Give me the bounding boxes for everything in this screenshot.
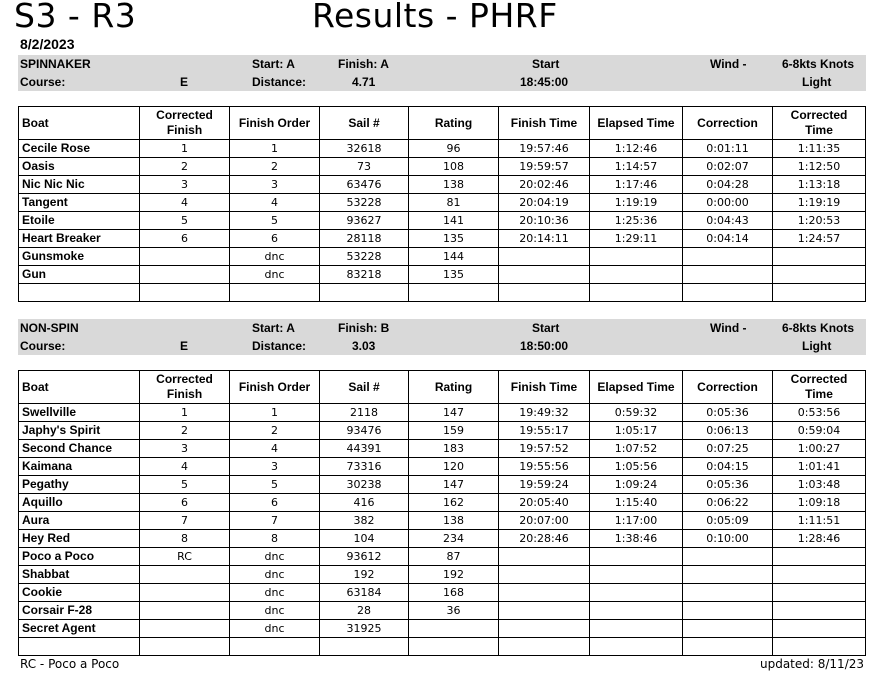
col-correction: Correction	[683, 371, 773, 404]
boat-name-cell: Swellville	[19, 404, 140, 422]
col-finish-order: Finish Order	[230, 371, 320, 404]
boat-name-cell: Corsair F-28	[19, 602, 140, 620]
finish-order-cell: dnc	[230, 620, 320, 638]
boat-name-cell	[19, 284, 140, 302]
footer-updated: updated: 8/11/23	[759, 657, 864, 671]
sail-number-cell: 192	[320, 566, 409, 584]
table-row	[19, 476, 866, 494]
finish-order-cell: 4	[230, 194, 320, 212]
col-corrected-time: Corrected Time	[773, 107, 866, 140]
boat-name-cell	[19, 638, 140, 656]
boat-name-cell: Nic Nic Nic	[19, 176, 140, 194]
rating-cell: 96	[409, 140, 499, 158]
col-rating: Rating	[409, 107, 499, 140]
corrected-time-cell: 1:24:57	[773, 230, 866, 248]
rating-cell: 147	[409, 404, 499, 422]
corrected-finish-cell: RC	[140, 548, 230, 566]
table-header-row	[19, 371, 866, 404]
table-row	[19, 212, 866, 230]
rating-cell: 162	[409, 494, 499, 512]
table-row	[19, 158, 866, 176]
rating-cell: 138	[409, 176, 499, 194]
race-date: 8/2/2023	[20, 36, 75, 52]
boat-name-cell: Tangent	[19, 194, 140, 212]
elapsed-time-cell: 1:07:52	[590, 440, 683, 458]
finish-time-cell: 20:28:46	[499, 530, 590, 548]
corrected-finish-cell: 6	[140, 230, 230, 248]
corrected-time-cell: 1:13:18	[773, 176, 866, 194]
rating-cell	[409, 620, 499, 638]
corrected-finish-cell	[140, 284, 230, 302]
rating-cell: 81	[409, 194, 499, 212]
boat-name-cell: Poco a Poco	[19, 548, 140, 566]
corrected-time-cell: 1:09:18	[773, 494, 866, 512]
corrected-time-cell	[773, 248, 866, 266]
col-boat: Boat	[19, 371, 140, 404]
elapsed-time-cell	[590, 602, 683, 620]
finish-order-cell: 6	[230, 230, 320, 248]
elapsed-time-cell: 1:38:46	[590, 530, 683, 548]
elapsed-time-cell	[590, 620, 683, 638]
boat-name-cell: Second Chance	[19, 440, 140, 458]
table-row	[19, 548, 866, 566]
elapsed-time-cell: 1:25:36	[590, 212, 683, 230]
col-finish-time: Finish Time	[499, 107, 590, 140]
col-sail: Sail #	[320, 107, 409, 140]
finish-time-cell: 20:04:19	[499, 194, 590, 212]
finish-order-cell: 7	[230, 512, 320, 530]
finish-order-cell: dnc	[230, 266, 320, 284]
finish-order-cell: 5	[230, 476, 320, 494]
table-row	[19, 512, 866, 530]
elapsed-time-cell	[590, 248, 683, 266]
start-heading: Start	[532, 57, 560, 71]
finish-order-cell: dnc	[230, 566, 320, 584]
boat-name-cell: Heart Breaker	[19, 230, 140, 248]
sail-number-cell: 31925	[320, 620, 409, 638]
correction-cell	[683, 548, 773, 566]
corrected-finish-cell: 1	[140, 140, 230, 158]
corrected-time-cell: 1:11:51	[773, 512, 866, 530]
col-rating: Rating	[409, 371, 499, 404]
correction-cell: 0:04:15	[683, 458, 773, 476]
corrected-time-cell: 1:01:41	[773, 458, 866, 476]
correction-cell	[683, 602, 773, 620]
correction-cell	[683, 620, 773, 638]
corrected-time-cell	[773, 266, 866, 284]
boat-name-cell: Pegathy	[19, 476, 140, 494]
finish-time-cell	[499, 548, 590, 566]
col-boat: Boat	[19, 107, 140, 140]
finish-order-cell: 2	[230, 422, 320, 440]
boat-name-cell: Secret Agent	[19, 620, 140, 638]
rating-cell: 159	[409, 422, 499, 440]
distance-label: Distance:	[252, 339, 307, 353]
finish-order-cell: dnc	[230, 584, 320, 602]
correction-cell	[683, 584, 773, 602]
corrected-time-cell	[773, 638, 866, 656]
finish-time-cell: 20:10:36	[499, 212, 590, 230]
finish-time-cell	[499, 284, 590, 302]
correction-cell: 0:07:25	[683, 440, 773, 458]
boat-name-cell: Kaimana	[19, 458, 140, 476]
elapsed-time-cell: 1:19:19	[590, 194, 683, 212]
footer-note: RC - Poco a Poco	[20, 657, 120, 671]
corrected-finish-cell: 6	[140, 494, 230, 512]
sail-number-cell: 53228	[320, 194, 409, 212]
col-elapsed-time: Elapsed Time	[590, 107, 683, 140]
correction-cell	[683, 284, 773, 302]
nonspin-info-bar	[18, 319, 866, 355]
col-corrected-time: Corrected Time	[773, 371, 866, 404]
corrected-finish-cell	[140, 266, 230, 284]
finish-order-cell: 1	[230, 140, 320, 158]
finish-time-cell: 19:59:57	[499, 158, 590, 176]
col-corrected-finish: Corrected Finish	[140, 371, 230, 404]
corrected-time-cell: 1:20:53	[773, 212, 866, 230]
start-time: 18:50:00	[520, 339, 569, 353]
col-corrected-finish: Corrected Finish	[140, 107, 230, 140]
boat-name-cell: Aura	[19, 512, 140, 530]
elapsed-time-cell: 1:09:24	[590, 476, 683, 494]
elapsed-time-cell: 1:17:00	[590, 512, 683, 530]
boat-name-cell: Cecile Rose	[19, 140, 140, 158]
table-row	[19, 422, 866, 440]
rating-cell: 141	[409, 212, 499, 230]
finish-order-cell: dnc	[230, 548, 320, 566]
correction-cell: 0:04:43	[683, 212, 773, 230]
corrected-time-cell: 1:28:46	[773, 530, 866, 548]
corrected-finish-cell	[140, 248, 230, 266]
table-row	[19, 494, 866, 512]
sail-number-cell: 30238	[320, 476, 409, 494]
finish-order-cell: 6	[230, 494, 320, 512]
finish-time-cell: 19:49:32	[499, 404, 590, 422]
elapsed-time-cell: 1:29:11	[590, 230, 683, 248]
sail-number-cell: 73	[320, 158, 409, 176]
corrected-time-cell: 1:03:48	[773, 476, 866, 494]
correction-cell: 0:06:13	[683, 422, 773, 440]
wind-description: Light	[802, 339, 832, 353]
boat-name-cell: Etoile	[19, 212, 140, 230]
finish-order-cell: 2	[230, 158, 320, 176]
finish-order-cell: 8	[230, 530, 320, 548]
table-row	[19, 176, 866, 194]
rating-cell: 108	[409, 158, 499, 176]
finish-time-cell: 20:07:00	[499, 512, 590, 530]
corrected-finish-cell: 5	[140, 212, 230, 230]
correction-cell: 0:04:28	[683, 176, 773, 194]
start-line-label: Start: A	[252, 57, 295, 71]
correction-cell: 0:00:00	[683, 194, 773, 212]
table-row	[19, 638, 866, 656]
course-value: E	[180, 75, 189, 89]
table-row	[19, 248, 866, 266]
col-finish-time: Finish Time	[499, 371, 590, 404]
corrected-finish-cell: 8	[140, 530, 230, 548]
table-row	[19, 140, 866, 158]
finish-time-cell	[499, 248, 590, 266]
corrected-time-cell: 1:19:19	[773, 194, 866, 212]
distance-value: 4.71	[352, 75, 376, 89]
corrected-finish-cell	[140, 620, 230, 638]
rating-cell: 135	[409, 266, 499, 284]
boat-name-cell: Cookie	[19, 584, 140, 602]
table-row	[19, 602, 866, 620]
finish-order-cell: dnc	[230, 248, 320, 266]
table-row	[19, 404, 866, 422]
sail-number-cell: 93612	[320, 548, 409, 566]
finish-order-cell	[230, 638, 320, 656]
wind-speed: 6-8kts Knots	[782, 57, 855, 71]
rating-cell: 192	[409, 566, 499, 584]
boat-name-cell: Aquillo	[19, 494, 140, 512]
sail-number-cell: 63184	[320, 584, 409, 602]
boat-name-cell: Hey Red	[19, 530, 140, 548]
corrected-time-cell	[773, 620, 866, 638]
correction-cell: 0:10:00	[683, 530, 773, 548]
table-row	[19, 620, 866, 638]
table-row	[19, 566, 866, 584]
corrected-time-cell: 1:00:27	[773, 440, 866, 458]
correction-cell: 0:04:14	[683, 230, 773, 248]
finish-time-cell: 19:57:52	[499, 440, 590, 458]
finish-line-label: Finish: A	[338, 57, 389, 71]
corrected-time-cell: 1:11:35	[773, 140, 866, 158]
sail-number-cell	[320, 284, 409, 302]
finish-order-cell	[230, 284, 320, 302]
finish-time-cell	[499, 584, 590, 602]
corrected-finish-cell: 3	[140, 440, 230, 458]
table-row	[19, 266, 866, 284]
boat-name-cell: Oasis	[19, 158, 140, 176]
corrected-time-cell: 0:59:04	[773, 422, 866, 440]
boat-name-cell: Shabbat	[19, 566, 140, 584]
finish-order-cell: 4	[230, 440, 320, 458]
course-label: Course:	[20, 75, 66, 89]
elapsed-time-cell: 1:15:40	[590, 494, 683, 512]
spinnaker-info-bar	[18, 55, 866, 91]
finish-time-cell: 19:55:17	[499, 422, 590, 440]
sail-number-cell: 73316	[320, 458, 409, 476]
boat-name-cell: Gunsmoke	[19, 248, 140, 266]
correction-cell: 0:02:07	[683, 158, 773, 176]
rating-cell: 144	[409, 248, 499, 266]
col-finish-order: Finish Order	[230, 107, 320, 140]
correction-cell: 0:06:22	[683, 494, 773, 512]
col-correction: Correction	[683, 107, 773, 140]
correction-cell	[683, 638, 773, 656]
elapsed-time-cell: 1:12:46	[590, 140, 683, 158]
boat-name-cell: Gun	[19, 266, 140, 284]
wind-label: Wind -	[710, 57, 747, 71]
rating-cell: 183	[409, 440, 499, 458]
table-row	[19, 194, 866, 212]
distance-value: 3.03	[352, 339, 376, 353]
correction-cell: 0:01:11	[683, 140, 773, 158]
course-label: Course:	[20, 339, 66, 353]
finish-order-cell: 1	[230, 404, 320, 422]
corrected-finish-cell: 1	[140, 404, 230, 422]
sail-number-cell: 2118	[320, 404, 409, 422]
finish-time-cell: 20:14:11	[499, 230, 590, 248]
rating-cell	[409, 638, 499, 656]
corrected-time-cell: 0:53:56	[773, 404, 866, 422]
sail-number-cell: 32618	[320, 140, 409, 158]
table-row	[19, 458, 866, 476]
page-title: Results - PHRF	[312, 0, 558, 35]
finish-time-cell	[499, 638, 590, 656]
corrected-finish-cell: 7	[140, 512, 230, 530]
start-time: 18:45:00	[520, 75, 569, 89]
wind-description: Light	[802, 75, 832, 89]
boat-name-cell: Japhy's Spirit	[19, 422, 140, 440]
corrected-finish-cell	[140, 566, 230, 584]
elapsed-time-cell	[590, 566, 683, 584]
finish-order-cell: dnc	[230, 602, 320, 620]
corrected-time-cell: 1:12:50	[773, 158, 866, 176]
sail-number-cell: 28	[320, 602, 409, 620]
start-heading: Start	[532, 321, 560, 335]
correction-cell: 0:05:36	[683, 404, 773, 422]
corrected-time-cell	[773, 602, 866, 620]
elapsed-time-cell	[590, 548, 683, 566]
finish-time-cell: 19:55:56	[499, 458, 590, 476]
start-line-label: Start: A	[252, 321, 295, 335]
elapsed-time-cell	[590, 266, 683, 284]
sail-number-cell: 93476	[320, 422, 409, 440]
elapsed-time-cell: 1:05:17	[590, 422, 683, 440]
rating-cell: 120	[409, 458, 499, 476]
corrected-finish-cell: 2	[140, 158, 230, 176]
corrected-finish-cell: 3	[140, 176, 230, 194]
finish-order-cell: 3	[230, 176, 320, 194]
elapsed-time-cell	[590, 284, 683, 302]
corrected-finish-cell	[140, 638, 230, 656]
finish-line-label: Finish: B	[338, 321, 390, 335]
correction-cell: 0:05:36	[683, 476, 773, 494]
finish-time-cell	[499, 566, 590, 584]
finish-time-cell: 19:57:46	[499, 140, 590, 158]
finish-time-cell: 20:05:40	[499, 494, 590, 512]
correction-cell	[683, 566, 773, 584]
correction-cell	[683, 248, 773, 266]
corrected-finish-cell: 4	[140, 194, 230, 212]
corrected-finish-cell: 5	[140, 476, 230, 494]
table-row	[19, 584, 866, 602]
sail-number-cell: 28118	[320, 230, 409, 248]
class-name: NON-SPIN	[20, 321, 79, 335]
table-row	[19, 230, 866, 248]
sail-number-cell: 93627	[320, 212, 409, 230]
corrected-time-cell	[773, 566, 866, 584]
sail-number-cell: 104	[320, 530, 409, 548]
corrected-finish-cell: 4	[140, 458, 230, 476]
table-row	[19, 440, 866, 458]
rating-cell: 87	[409, 548, 499, 566]
finish-time-cell	[499, 602, 590, 620]
rating-cell	[409, 284, 499, 302]
rating-cell: 234	[409, 530, 499, 548]
finish-time-cell: 20:02:46	[499, 176, 590, 194]
nonspin-results-table	[18, 370, 866, 656]
corrected-finish-cell: 2	[140, 422, 230, 440]
course-value: E	[180, 339, 189, 353]
elapsed-time-cell	[590, 584, 683, 602]
class-name: SPINNAKER	[20, 57, 91, 71]
rating-cell: 36	[409, 602, 499, 620]
distance-label: Distance:	[252, 75, 307, 89]
sail-number-cell: 44391	[320, 440, 409, 458]
corrected-time-cell	[773, 548, 866, 566]
sail-number-cell: 53228	[320, 248, 409, 266]
elapsed-time-cell: 1:14:57	[590, 158, 683, 176]
correction-cell	[683, 266, 773, 284]
spinnaker-results-table	[18, 106, 866, 302]
corrected-finish-cell	[140, 602, 230, 620]
table-row	[19, 284, 866, 302]
table-header-row	[19, 107, 866, 140]
finish-time-cell	[499, 266, 590, 284]
sail-number-cell: 382	[320, 512, 409, 530]
series-title: S3 - R3	[14, 0, 137, 35]
elapsed-time-cell: 0:59:32	[590, 404, 683, 422]
rating-cell: 168	[409, 584, 499, 602]
finish-time-cell: 19:59:24	[499, 476, 590, 494]
finish-order-cell: 3	[230, 458, 320, 476]
rating-cell: 147	[409, 476, 499, 494]
sail-number-cell: 416	[320, 494, 409, 512]
sail-number-cell	[320, 638, 409, 656]
correction-cell: 0:05:09	[683, 512, 773, 530]
table-row	[19, 530, 866, 548]
wind-speed: 6-8kts Knots	[782, 321, 855, 335]
sail-number-cell: 63476	[320, 176, 409, 194]
sail-number-cell: 83218	[320, 266, 409, 284]
elapsed-time-cell	[590, 638, 683, 656]
rating-cell: 135	[409, 230, 499, 248]
corrected-time-cell	[773, 284, 866, 302]
rating-cell: 138	[409, 512, 499, 530]
elapsed-time-cell: 1:05:56	[590, 458, 683, 476]
corrected-time-cell	[773, 584, 866, 602]
elapsed-time-cell: 1:17:46	[590, 176, 683, 194]
wind-label: Wind -	[710, 321, 747, 335]
finish-order-cell: 5	[230, 212, 320, 230]
col-elapsed-time: Elapsed Time	[590, 371, 683, 404]
col-sail: Sail #	[320, 371, 409, 404]
finish-time-cell	[499, 620, 590, 638]
corrected-finish-cell	[140, 584, 230, 602]
